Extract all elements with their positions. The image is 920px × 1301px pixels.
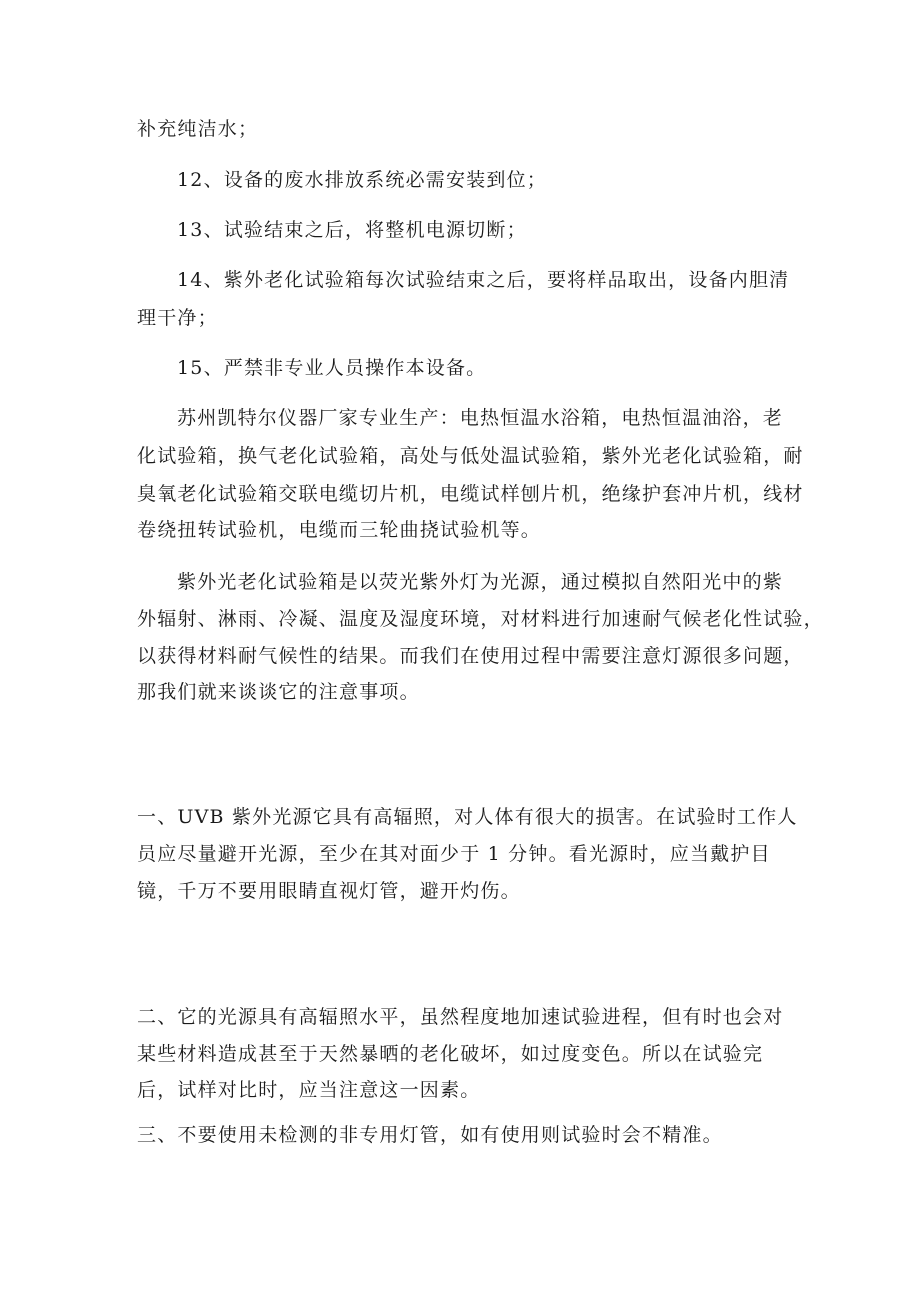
text-line: 员应尽量避开光源，至少在其对面少于 1 分钟。看光源时，应当戴护目 [137,843,771,865]
text-line: 以获得材料耐气候性的结果。而我们在使用过程中需要注意灯源很多问题， [137,645,804,667]
text-line: 12、设备的废水排放系统必需安装到位； [177,169,547,191]
text-line: 某些材料造成甚至于天然暴晒的老化破坏，如过度变色。所以在试验完 [137,1043,764,1065]
text-line: 二、它的光源具有高辐照水平，虽然程度地加速试验进程，但有时也会对 [137,1006,784,1028]
text-line: 化试验箱，换气老化试验箱，高处与低处温试验箱，紫外光老化试验箱，耐 [137,445,804,467]
text-line: 三、不要使用未检测的非专用灯管，如有使用则试验时会不精准。 [137,1124,723,1146]
text-line: 15、严禁非专业人员操作本设备。 [177,357,487,379]
text-line: 苏州凯特尔仪器厂家专业生产：电热恒温水浴箱，电热恒温油浴，老 [177,407,784,429]
text-line: 14、紫外老化试验箱每次试验结束之后，要将样品取出，设备内胆清 [177,269,790,291]
text-line: 卷绕扭转试验机，电缆而三轮曲挠试验机等。 [137,519,542,541]
text-line: 镜，千万不要用眼睛直视灯管，避开灼伤。 [137,880,521,902]
text-line: 臭氧老化试验箱交联电缆切片机，电缆试样刨片机，绝缘护套冲片机，线材 [137,483,804,505]
text-line: 外辐射、淋雨、冷凝、温度及湿度环境，对材料进行加速耐气候老化性试验， [137,608,824,630]
text-line: 13、试验结束之后，将整机电源切断； [177,219,527,241]
text-line: 后，试样对比时，应当注意这一因素。 [137,1079,481,1101]
text-line: 补充纯洁水； [137,118,259,140]
text-line: 紫外光老化试验箱是以荧光紫外灯为光源，通过模拟自然阳光中的紫 [177,571,784,593]
text-line: 一、UVB 紫外光源它具有高辐照，对人体有很大的损害。在试验时工作人 [137,806,798,828]
text-line: 那我们就来谈谈它的注意事项。 [137,681,420,703]
text-line: 理干净； [137,307,218,329]
